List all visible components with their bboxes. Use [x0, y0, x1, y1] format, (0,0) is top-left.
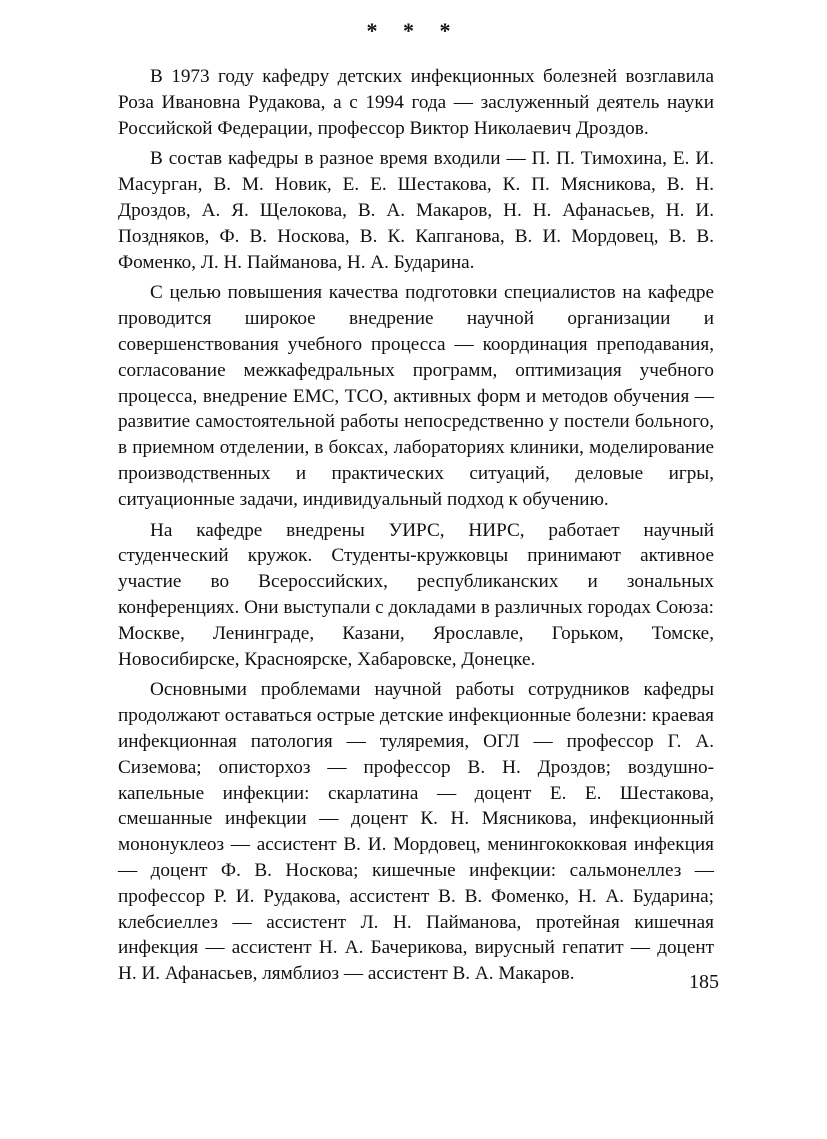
paragraph-4: На кафедре внедрены УИРС, НИРС, работает научный студенческий кружок. Студенты-кружковцы принимают активное участие во Всероссийских, республиканских и зональных конференциях. Они выступали с докладами в различных городах Союза: Москве, Ленинграде, Казани, Ярославле, Горьком, Томске, Новосибирске, Красноярске, Хабаровске, Донецке. — [118, 519, 714, 670]
section-separator: * * * — [366, 18, 461, 43]
paragraph-1: В 1973 году кафедру детских инфекционных болезней возглавила Роза Ивановна Рудакова, а с 1994 года — заслуженный деятель науки Российской Федерации, профессор Виктор Николаевич Дроздов. — [118, 66, 714, 139]
paragraph-2: В состав кафедры в разное время входили — П. П. Тимохина, Е. И. Масурган, В. М. Новик, Е. Е. Шестакова, К. П. Мясникова, В. Н. Дроздов, А. Я. Щелокова, В. А. Макаров, Н. Н. Афанасьев, Н. И. Поздняков, Ф. В. Носкова, В. К. Капганова, В. И. Мордовец, В. В. Фоменко, Л. Н. Пайманова, Н. А. Бударина. — [118, 148, 714, 273]
body-text — [118, 64, 714, 992]
paragraph-3: С целью повышения качества подготовки специалистов на кафедре проводится широкое внедрение научной организации и совершенствования учебного процесса — координация преподавания, согласование межкафедральных программ, оптимизация учебного процесса, внедрение ЕМС, ТСО, активных форм и методов обучения — развитие самостоятельной работы непосредственно у постели больного, в приемном отделении, в боксах, лабораториях клиники, моделирование производственных и практических ситуаций, деловые игры, ситуационные задачи, индивидуальный подход к обучению. — [118, 282, 714, 510]
page-number: 185 — [689, 971, 719, 993]
paragraph-5: Основными проблемами научной работы сотрудников кафедры продолжают оставаться острые детские инфекционные болезни: краевая инфекционная патология — туляремия, ОГЛ — профессор Г. А. Сиземова; описторхоз — профессор В. Н. Дроздов; воздушно-капельные инфекции: скарлатина — доцент Е. Е. Шестакова, смешанные инфекции — доцент К. Н. Мясникова, инфекционный мононуклеоз — ассистент В. И. Мордовец, менингококковая инфекция — доцент Ф. В. Носкова; кишечные инфекции: сальмонеллез — профессор Р. И. Рудакова, ассистент В. В. Фоменко, Н. А. Бударина; клебсиеллез — ассистент Л. Н. Пайманова, протейная кишечная инфекция — ассистент Н. А. Бачерикова, вирусный гепатит — доцент Н. И. Афанасьев, лямблиоз — ассистент В. А. Макаров. — [118, 679, 714, 985]
